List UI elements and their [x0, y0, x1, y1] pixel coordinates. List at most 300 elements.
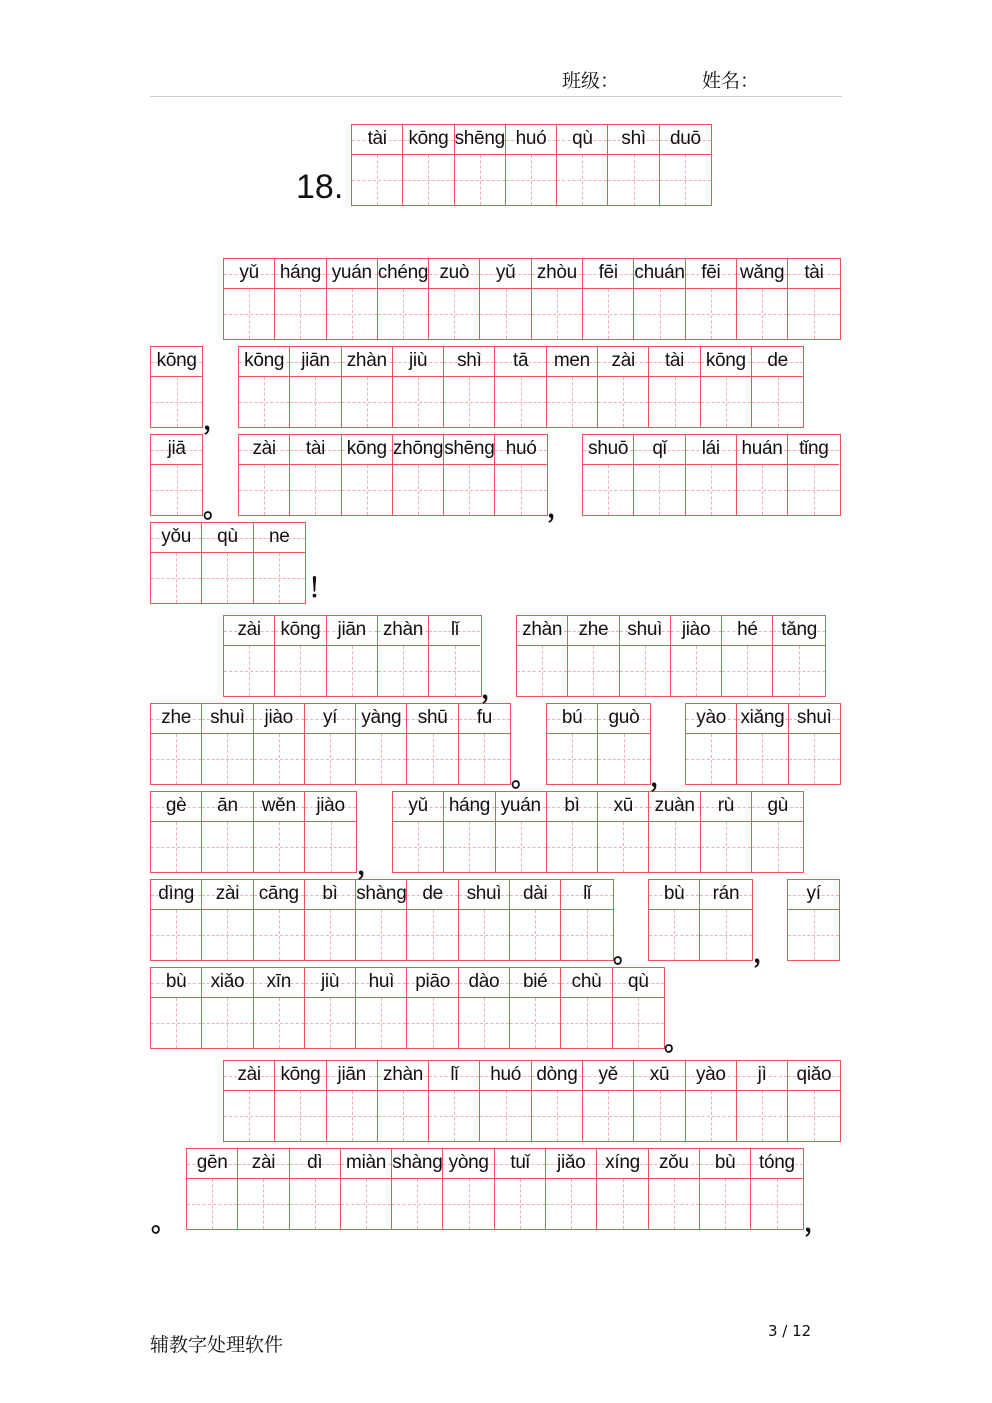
pinyin-text: háng	[448, 795, 490, 816]
writing-box[interactable]	[547, 377, 597, 427]
pinyin-label	[547, 792, 597, 822]
character-cell	[634, 259, 685, 339]
writing-box[interactable]	[393, 822, 443, 872]
character-cell	[620, 616, 671, 696]
pinyin-text: xīn	[266, 971, 291, 992]
writing-box[interactable]	[202, 822, 252, 872]
pinyin-label	[634, 259, 684, 289]
pinyin-text: yǔ	[495, 262, 516, 283]
punctuation-mark: ，	[357, 851, 384, 881]
pinyin-text: tài	[305, 438, 326, 459]
writing-box[interactable]	[224, 1091, 274, 1141]
writing-box[interactable]	[583, 465, 633, 515]
character-cell	[598, 704, 649, 784]
pinyin-label	[202, 792, 252, 822]
writing-box[interactable]	[686, 1091, 736, 1141]
punctuation-mark: ，	[753, 939, 780, 969]
writing-box[interactable]	[620, 646, 670, 696]
pinyin-text: jì	[757, 1064, 767, 1085]
writing-box[interactable]	[305, 998, 355, 1048]
writing-box[interactable]	[686, 465, 736, 515]
writing-box[interactable]	[290, 465, 340, 515]
pinyin-label	[151, 347, 202, 377]
pinyin-text: yuán	[331, 262, 372, 283]
writing-box[interactable]	[773, 646, 824, 696]
character-cell	[305, 704, 356, 784]
writing-box[interactable]	[700, 1179, 750, 1229]
character-cell	[151, 435, 202, 515]
pinyin-text: xū	[649, 1064, 670, 1085]
character-cell	[356, 880, 407, 960]
character-cell	[547, 792, 598, 872]
writing-box[interactable]	[305, 910, 355, 960]
writing-box[interactable]	[496, 822, 546, 872]
character-cell	[356, 968, 407, 1048]
footer-software-name: 辅教字处理软件	[150, 1334, 284, 1356]
pinyin-label	[788, 259, 839, 289]
pinyin-label	[598, 347, 648, 377]
pinyin-text: de	[422, 883, 443, 904]
writing-box[interactable]	[202, 998, 252, 1048]
pinyin-label	[788, 435, 839, 465]
pinyin-text: shì	[457, 350, 482, 371]
pinyin-label	[407, 880, 457, 910]
pinyin-text: kōng	[244, 350, 285, 371]
writing-box[interactable]	[510, 910, 560, 960]
writing-box[interactable]	[352, 155, 402, 205]
writing-box[interactable]	[532, 1091, 582, 1141]
writing-box[interactable]	[151, 377, 202, 427]
writing-box[interactable]	[788, 465, 839, 515]
pinyin-text: cāng	[258, 883, 299, 904]
character-grid-group	[150, 879, 614, 961]
writing-box[interactable]	[722, 646, 772, 696]
writing-box[interactable]	[737, 289, 787, 339]
writing-box[interactable]	[517, 646, 567, 696]
character-cell	[789, 704, 840, 784]
character-cell	[254, 792, 305, 872]
pinyin-text: yǔ	[239, 262, 259, 283]
pinyin-text: jiān	[337, 1064, 366, 1085]
writing-box[interactable]	[751, 1179, 802, 1229]
pinyin-label	[547, 347, 597, 377]
pinyin-label	[151, 792, 201, 822]
character-cell	[151, 880, 202, 960]
writing-box[interactable]	[561, 998, 611, 1048]
writing-box[interactable]	[598, 822, 648, 872]
pinyin-text: yào	[696, 707, 727, 728]
writing-box[interactable]	[151, 734, 201, 784]
pinyin-label	[275, 616, 325, 646]
pinyin-text: jiào	[681, 619, 711, 640]
writing-box[interactable]	[356, 910, 406, 960]
character-cell	[254, 523, 305, 603]
pinyin-text: dì	[307, 1152, 323, 1173]
pinyin-text: kōng	[408, 128, 449, 149]
character-grid-group	[150, 522, 306, 604]
pinyin-text: huó	[505, 438, 537, 459]
pinyin-text: fu	[476, 707, 493, 728]
character-cell	[459, 704, 510, 784]
writing-box[interactable]	[202, 553, 252, 603]
pinyin-text: jiān	[337, 619, 366, 640]
pinyin-text: háng	[279, 262, 321, 283]
pinyin-text: shū	[417, 707, 448, 728]
writing-box[interactable]	[788, 1091, 839, 1141]
character-cell	[202, 523, 253, 603]
pinyin-text: kōng	[705, 350, 746, 371]
writing-box[interactable]	[634, 289, 684, 339]
character-cell	[254, 704, 305, 784]
pinyin-label	[290, 435, 340, 465]
writing-box[interactable]	[151, 910, 201, 960]
writing-box[interactable]	[480, 1091, 530, 1141]
writing-box[interactable]	[378, 1091, 428, 1141]
name-label: 姓名：	[702, 70, 760, 92]
writing-box[interactable]	[495, 377, 545, 427]
character-cell	[275, 616, 326, 696]
writing-box[interactable]	[305, 734, 355, 784]
pinyin-label	[356, 968, 406, 998]
writing-box[interactable]	[290, 377, 340, 427]
writing-box[interactable]	[649, 822, 699, 872]
character-cell	[752, 792, 803, 872]
pinyin-label	[480, 259, 530, 289]
character-cell	[561, 880, 612, 960]
pinyin-text: shuì	[210, 707, 245, 728]
writing-box[interactable]	[407, 910, 457, 960]
writing-box[interactable]	[459, 910, 509, 960]
pinyin-label	[752, 347, 803, 377]
writing-box[interactable]	[634, 1091, 684, 1141]
writing-box[interactable]	[403, 155, 453, 205]
writing-box[interactable]	[737, 1091, 787, 1141]
writing-box[interactable]	[700, 910, 751, 960]
pinyin-text: qù	[572, 128, 593, 149]
pinyin-text: dòng	[536, 1064, 578, 1085]
writing-box[interactable]	[239, 377, 289, 427]
character-cell	[305, 880, 356, 960]
writing-box[interactable]	[701, 822, 751, 872]
writing-box[interactable]	[495, 1179, 545, 1229]
pinyin-text: shàng	[356, 883, 407, 904]
pinyin-text: lái	[701, 438, 720, 459]
writing-box[interactable]	[378, 646, 428, 696]
pinyin-label	[151, 880, 201, 910]
character-cell	[495, 1149, 546, 1229]
pinyin-text: tài	[664, 350, 685, 371]
character-cell	[444, 435, 495, 515]
pinyin-label	[327, 259, 377, 289]
writing-box[interactable]	[429, 289, 479, 339]
pinyin-text: huó	[515, 128, 547, 149]
writing-box[interactable]	[597, 1179, 647, 1229]
pinyin-label	[275, 1061, 325, 1091]
punctuation-mark: 。	[613, 939, 640, 969]
character-cell	[598, 347, 649, 427]
writing-box[interactable]	[686, 289, 736, 339]
writing-box[interactable]	[608, 155, 658, 205]
pinyin-label	[649, 792, 699, 822]
writing-box[interactable]	[392, 1179, 442, 1229]
character-cell	[737, 1061, 788, 1141]
pinyin-text: zhàn	[383, 619, 424, 640]
pinyin-text: xū	[613, 795, 634, 816]
pinyin-text: shēng	[454, 128, 505, 149]
character-cell	[496, 792, 547, 872]
pinyin-text: yě	[598, 1064, 618, 1085]
character-cell	[151, 968, 202, 1048]
writing-box[interactable]	[327, 289, 377, 339]
pinyin-label	[598, 792, 648, 822]
pinyin-label	[290, 347, 340, 377]
pinyin-label	[352, 125, 402, 155]
pinyin-text: zài	[215, 883, 240, 904]
character-cell	[737, 259, 788, 339]
pinyin-label	[393, 347, 443, 377]
writing-box[interactable]	[290, 1179, 340, 1229]
pinyin-text: shàng	[392, 1152, 443, 1173]
writing-box[interactable]	[254, 553, 305, 603]
pinyin-label	[444, 347, 494, 377]
character-cell	[151, 523, 202, 603]
writing-box[interactable]	[480, 289, 530, 339]
pinyin-text: huó	[490, 1064, 522, 1085]
pinyin-text: yǒu	[161, 526, 192, 547]
writing-box[interactable]	[254, 998, 304, 1048]
writing-box[interactable]	[254, 822, 304, 872]
writing-box[interactable]	[788, 910, 839, 960]
character-cell	[224, 1061, 275, 1141]
character-cell	[202, 968, 253, 1048]
writing-box[interactable]	[407, 998, 457, 1048]
pinyin-label	[649, 880, 699, 910]
writing-box[interactable]	[429, 646, 480, 696]
character-grid-group	[582, 434, 841, 516]
writing-box[interactable]	[737, 734, 787, 784]
writing-box[interactable]	[238, 1179, 288, 1229]
writing-box[interactable]	[202, 734, 252, 784]
writing-box[interactable]	[660, 155, 711, 205]
writing-box[interactable]	[151, 822, 201, 872]
writing-box[interactable]	[224, 289, 274, 339]
writing-box[interactable]	[788, 289, 839, 339]
pinyin-text: lǐ	[583, 883, 591, 904]
writing-box[interactable]	[752, 822, 803, 872]
writing-box[interactable]	[378, 289, 428, 339]
pinyin-label	[788, 1061, 839, 1091]
writing-box[interactable]	[151, 553, 201, 603]
pinyin-label	[224, 259, 274, 289]
writing-box[interactable]	[443, 1179, 493, 1229]
character-cell	[202, 880, 253, 960]
character-cell	[649, 792, 700, 872]
pinyin-label	[613, 968, 664, 998]
writing-box[interactable]	[254, 910, 304, 960]
pinyin-label	[546, 1149, 596, 1179]
writing-box[interactable]	[342, 465, 392, 515]
pinyin-label	[701, 792, 751, 822]
writing-box[interactable]	[224, 646, 274, 696]
writing-box[interactable]	[649, 1179, 699, 1229]
pinyin-text: kōng	[280, 1064, 321, 1085]
pinyin-label	[238, 1149, 288, 1179]
character-cell	[202, 704, 253, 784]
writing-box[interactable]	[671, 646, 721, 696]
writing-box[interactable]	[407, 734, 457, 784]
pinyin-label	[356, 704, 406, 734]
writing-box[interactable]	[275, 646, 325, 696]
pinyin-label	[686, 704, 736, 734]
writing-box[interactable]	[342, 377, 392, 427]
pinyin-text: zhòu	[536, 262, 577, 283]
pinyin-label	[789, 704, 840, 734]
pinyin-text: jiā	[167, 438, 186, 459]
character-cell	[751, 1149, 802, 1229]
pinyin-label	[568, 616, 618, 646]
writing-box[interactable]	[275, 289, 325, 339]
character-cell	[773, 616, 824, 696]
character-cell	[151, 347, 202, 427]
pinyin-text: tā	[513, 350, 529, 371]
writing-box[interactable]	[393, 465, 443, 515]
punctuation-mark: 。	[151, 1208, 178, 1238]
writing-box[interactable]	[506, 155, 556, 205]
writing-box[interactable]	[393, 377, 443, 427]
writing-box[interactable]	[789, 734, 840, 784]
writing-box[interactable]	[151, 998, 201, 1048]
writing-box[interactable]	[546, 1179, 596, 1229]
pinyin-label	[443, 1149, 493, 1179]
character-cell	[429, 616, 480, 696]
character-cell	[608, 125, 659, 205]
pinyin-label	[510, 880, 560, 910]
pinyin-text: qù	[628, 971, 649, 992]
pinyin-label	[254, 523, 305, 553]
pinyin-label	[393, 792, 443, 822]
character-cell	[686, 704, 737, 784]
character-grid-group	[223, 1060, 841, 1142]
writing-box[interactable]	[532, 289, 582, 339]
writing-box[interactable]	[737, 465, 787, 515]
writing-box[interactable]	[444, 377, 494, 427]
writing-box[interactable]	[254, 734, 304, 784]
pinyin-label	[151, 523, 201, 553]
writing-box[interactable]	[356, 734, 406, 784]
writing-box[interactable]	[686, 734, 736, 784]
pinyin-label	[378, 1061, 428, 1091]
character-grid-group	[238, 434, 548, 516]
pinyin-text: zài	[237, 619, 261, 640]
writing-box[interactable]	[547, 734, 597, 784]
character-cell	[429, 1061, 480, 1141]
writing-box[interactable]	[444, 465, 494, 515]
character-cell	[305, 792, 356, 872]
writing-box[interactable]	[649, 910, 699, 960]
writing-box[interactable]	[455, 155, 505, 205]
pinyin-label	[224, 616, 274, 646]
page-number: 3 / 12	[768, 1322, 812, 1340]
pinyin-label	[557, 125, 607, 155]
writing-box[interactable]	[495, 465, 546, 515]
writing-box[interactable]	[568, 646, 618, 696]
writing-box[interactable]	[327, 1091, 377, 1141]
pinyin-text: piāo	[415, 971, 450, 992]
character-cell	[700, 880, 751, 960]
pinyin-text: zài	[251, 1152, 276, 1173]
writing-box[interactable]	[202, 910, 252, 960]
writing-box[interactable]	[598, 377, 648, 427]
writing-box[interactable]	[444, 822, 494, 872]
pinyin-text: tuǐ	[510, 1152, 530, 1173]
pinyin-label	[495, 1149, 545, 1179]
writing-box[interactable]	[613, 998, 664, 1048]
pinyin-label	[598, 704, 649, 734]
writing-box[interactable]	[356, 998, 406, 1048]
writing-box[interactable]	[305, 822, 356, 872]
character-cell	[393, 792, 444, 872]
punctuation-mark: 。	[203, 494, 230, 524]
writing-box[interactable]	[187, 1179, 237, 1229]
pinyin-text: kōng	[346, 438, 387, 459]
pinyin-label	[506, 125, 556, 155]
writing-box[interactable]	[341, 1179, 391, 1229]
writing-box[interactable]	[459, 734, 510, 784]
writing-box[interactable]	[429, 1091, 479, 1141]
writing-box[interactable]	[327, 646, 377, 696]
writing-box[interactable]	[752, 377, 803, 427]
pinyin-text: shì	[621, 128, 646, 149]
writing-box[interactable]	[459, 998, 509, 1048]
character-cell	[290, 347, 341, 427]
writing-box[interactable]	[557, 155, 607, 205]
pinyin-text: fēi	[598, 262, 618, 283]
character-cell	[290, 1149, 341, 1229]
pinyin-label	[378, 616, 428, 646]
writing-box[interactable]	[275, 1091, 325, 1141]
writing-box[interactable]	[701, 377, 751, 427]
character-grid-group	[223, 615, 482, 697]
writing-box[interactable]	[151, 465, 202, 515]
pinyin-label	[239, 435, 289, 465]
pinyin-label	[239, 347, 289, 377]
writing-box[interactable]	[561, 910, 612, 960]
writing-box[interactable]	[583, 1091, 633, 1141]
writing-box[interactable]	[634, 465, 684, 515]
writing-box[interactable]	[649, 377, 699, 427]
pinyin-label	[597, 1149, 647, 1179]
writing-box[interactable]	[547, 822, 597, 872]
character-cell	[254, 968, 305, 1048]
character-grid-group	[186, 1148, 804, 1230]
pinyin-text: guò	[608, 707, 640, 728]
character-cell	[275, 259, 326, 339]
pinyin-label	[532, 1061, 582, 1091]
pinyin-label	[480, 1061, 530, 1091]
pinyin-label	[459, 704, 510, 734]
character-cell	[305, 968, 356, 1048]
pinyin-label	[254, 792, 304, 822]
writing-box[interactable]	[510, 998, 560, 1048]
character-grid-group	[516, 615, 826, 697]
punctuation-mark: ，	[650, 763, 677, 793]
writing-box[interactable]	[239, 465, 289, 515]
writing-box[interactable]	[583, 289, 633, 339]
character-grid-group	[150, 346, 203, 428]
pinyin-text: miàn	[346, 1152, 387, 1173]
writing-box[interactable]	[598, 734, 649, 784]
character-grid-group	[150, 434, 203, 516]
